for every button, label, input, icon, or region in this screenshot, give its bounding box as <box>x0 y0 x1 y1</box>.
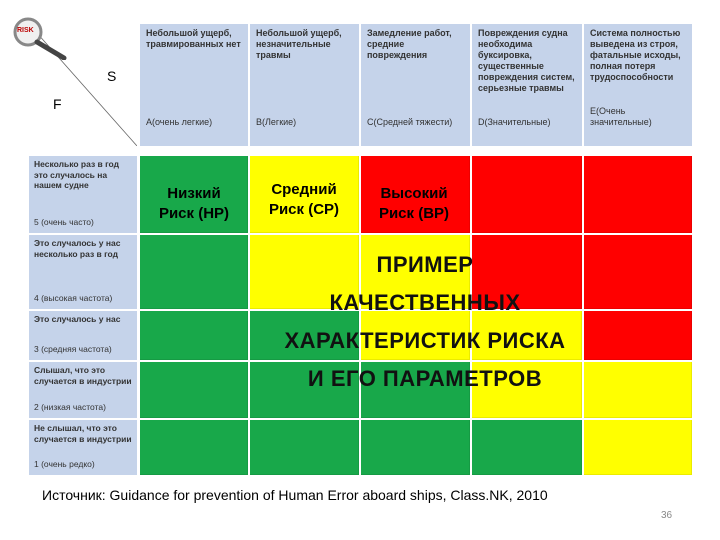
column-header-title: Небольшой ущерб, незначительные травмы <box>256 28 342 60</box>
risk-cell-green <box>140 420 248 475</box>
column-header-4 <box>472 24 582 146</box>
column-header-title: Система полностью выведена из строя, фатальные исходы, полная потеря трудоспособности <box>590 28 681 82</box>
column-header-grade: B(Легкие) <box>256 117 297 127</box>
overlay-line-4: И ЕГО ПАРАМЕТРОВ <box>307 366 543 391</box>
column-header-grade: E(Очень значительные) <box>590 106 652 127</box>
risk-cell-yellow <box>584 420 692 475</box>
column-header-title: Небольшой ущерб, травмированных нет <box>146 28 241 49</box>
row-header-title: Это случалось у нас несколько раз в год <box>34 238 121 259</box>
column-header-title: Замедление работ, средние повреждения <box>367 28 452 60</box>
row-header-2 <box>29 235 137 309</box>
overlay-line-2: КАЧЕСТВЕННЫХ <box>329 290 521 315</box>
row-header-4 <box>29 362 137 418</box>
risk-mid-line1: Средний <box>271 181 337 198</box>
risk-label-low <box>141 184 247 224</box>
row-header-title: Это случалось у нас <box>34 314 121 324</box>
risk-cell-green <box>361 420 470 475</box>
page-number: 36 <box>661 510 673 521</box>
row-header-grade: 4 (высокая частота) <box>34 292 113 303</box>
risk-magnifier-logo <box>6 14 72 60</box>
risk-cell-red <box>472 156 582 233</box>
column-header-1 <box>140 24 248 146</box>
column-header-grade: D(Значительные) <box>478 117 551 127</box>
row-header-title: Несколько раз в год это случалось на нашем судне <box>34 159 120 190</box>
column-header-5 <box>584 24 692 146</box>
risk-label-high <box>360 184 468 224</box>
row-header-5 <box>29 420 137 475</box>
overlay-line-1: ПРИМЕР <box>376 252 474 277</box>
risk-label-mid <box>250 180 358 220</box>
overlay-line-3: ХАРАКТЕРИСТИК РИСКА <box>284 328 566 353</box>
risk-high-line1: Высокий <box>380 185 448 202</box>
risk-high-line2: Риск (ВР) <box>378 205 450 222</box>
row-header-3 <box>29 311 137 360</box>
logo-text: RISK <box>17 27 34 34</box>
overlay-title <box>220 246 630 398</box>
axis-f-label: F <box>53 96 62 112</box>
column-header-grade: C(Средней тяжести) <box>367 117 453 127</box>
row-header-grade: 1 (очень редко) <box>34 458 95 469</box>
row-header-grade: 2 (низкая частота) <box>34 401 106 412</box>
column-header-grade: A(очень легкие) <box>146 117 213 127</box>
row-header-1 <box>29 156 137 233</box>
axis-s-label: S <box>107 68 117 84</box>
row-header-title: Слышал, что это случается в индустрии <box>34 365 132 386</box>
risk-cell-red <box>584 156 692 233</box>
risk-mid-line2: Риск (СР) <box>268 201 340 218</box>
column-header-3 <box>361 24 470 146</box>
risk-low-line1: Низкий <box>167 185 221 202</box>
row-header-grade: 5 (очень часто) <box>34 216 94 227</box>
risk-cell-green <box>472 420 582 475</box>
row-header-title: Не слышал, что это случается в индустрии <box>34 423 132 444</box>
row-header-grade: 3 (средняя частота) <box>34 343 112 354</box>
source-caption: Источник: Guidance for prevention of Human Error aboard ships, Class.NK, 2010 <box>42 487 548 503</box>
column-header-2 <box>250 24 359 146</box>
risk-low-line2: Риск (НР) <box>158 205 230 222</box>
risk-cell-green <box>250 420 359 475</box>
column-header-title: Повреждения судна необходима буксировка, существенные повреждения систем, серьезные травмы <box>478 28 575 93</box>
